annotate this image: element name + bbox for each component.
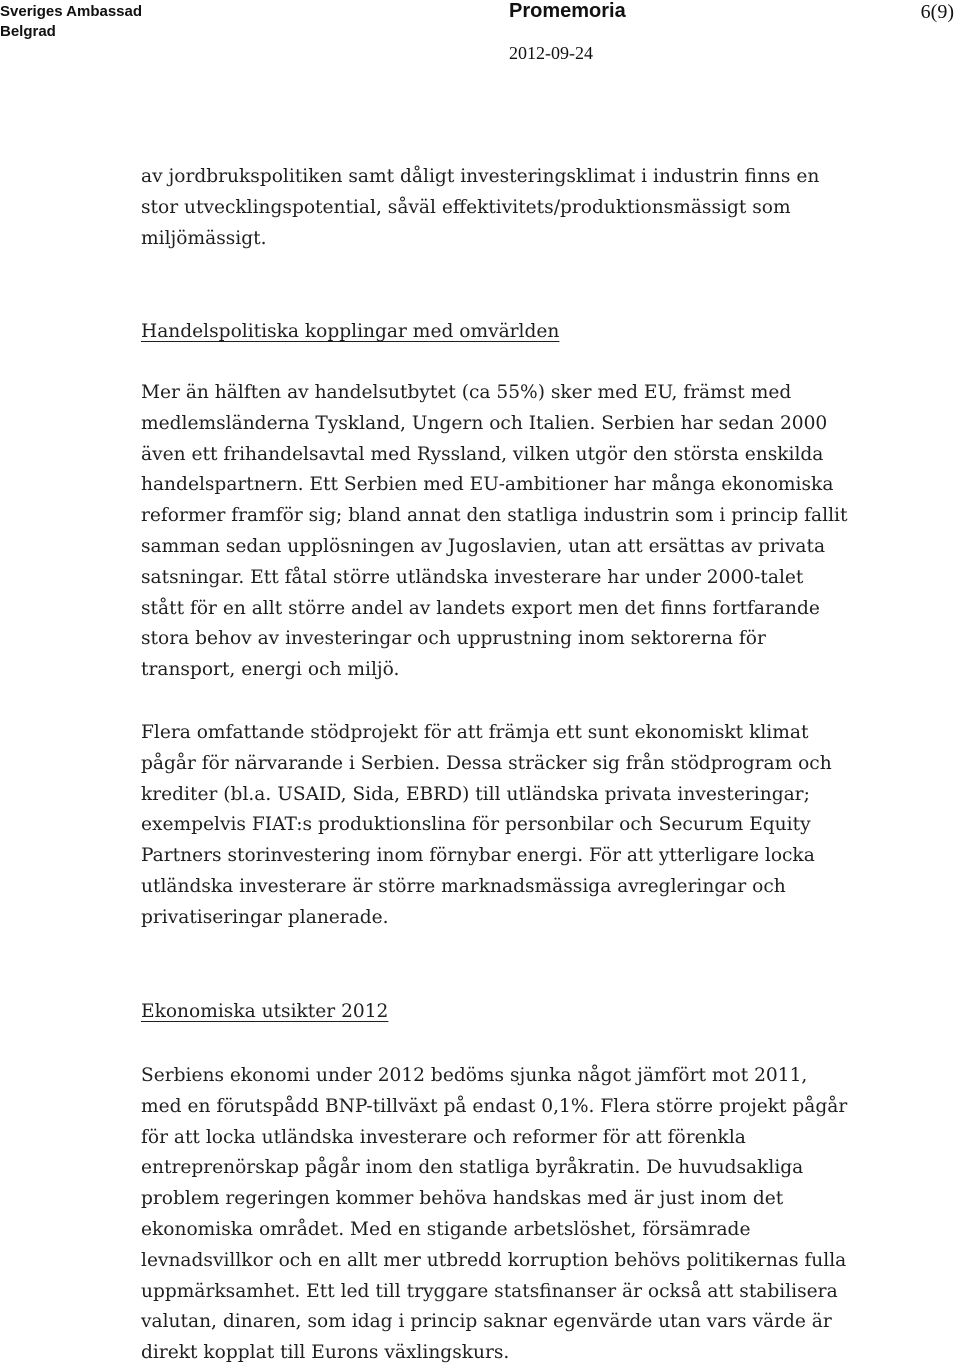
paragraph-agriculture-continuation: av jordbrukspolitiken samt dåligt investeringsklimat i industrin finns en stor utvecklingspotential, såväl effektivitets/produktionsmässigt som miljömässigt. (141, 166, 820, 249)
paragraph-trade-partners: Mer än hälften av handelsutbytet (ca 55%) sker med EU, främst med medlemsländerna Tyskland, Ungern och Italien. Serbien har sedan 2000 även ett frihandelsavtal med Ryssland, vilken utgör den största enskilda handelspartnern. Ett Serbien med EU-ambitioner har många ekonomiska reformer framför sig; bland annat den statliga industrin som i princip fallit samman sedan upplösningen av Jugoslavien, utan att ersättas av privata satsningar. Ett fåtal större utländska investerare har under 2000-talet stått för en allt större andel av landets export men det finns fortfarande stora behov av investeringar och upprustning inom sektorerna för transport, energi och miljö. (141, 382, 848, 681)
paragraph-economic-outlook: Serbiens ekonomi under 2012 bedöms sjunka något jämfört mot 2011, med en förutspådd BNP-tillväxt på endast 0,1%. Flera större projekt pågår för att locka utländska investerare och reformer för att förenkla entreprenörskap pågår inom den statliga byråkratin. De huvudsakliga problem regeringen kommer behöva handskas med är just inom det ekonomiska området. Med en stigande arbetslöshet, försämrade levnadsvillkor och en allt mer utbredd korruption behövs politikernas fulla uppmärksamhet. Ett led till tryggare statsfinanser är också att stabilisera valutan, dinaren, som idag i princip saknar egenvärde utan vars värde är direkt kopplat till Eurons växlingskurs. (141, 1065, 848, 1364)
heading-trade-relations: Handelspolitiska kopplingar med omvärlden (141, 321, 560, 342)
document-type: Promemoria (509, 0, 626, 22)
document-date: 2012-09-24 (509, 43, 593, 63)
heading-economic-outlook: Ekonomiska utsikter 2012 (141, 1001, 389, 1022)
organization-name: Sveriges Ambassad (0, 3, 143, 20)
city-name: Belgrad (0, 23, 56, 40)
paragraph-support-projects: Flera omfattande stödprojekt för att främja ett sunt ekonomiskt klimat pågår för närvarande i Serbien. Dessa sträcker sig från stödprogram och krediter (bl.a. USAID, Sida, EBRD) till utländska privata investeringar; exempelvis FIAT:s produktionslina för personbilar och Securum Equity Partners storinvestering inom förnybar energi. För att ytterligare locka utländska investerare är större marknadsmässiga avregleringar och privatiseringar planerade. (141, 722, 832, 928)
page-number: 6(9) (920, 1, 954, 23)
